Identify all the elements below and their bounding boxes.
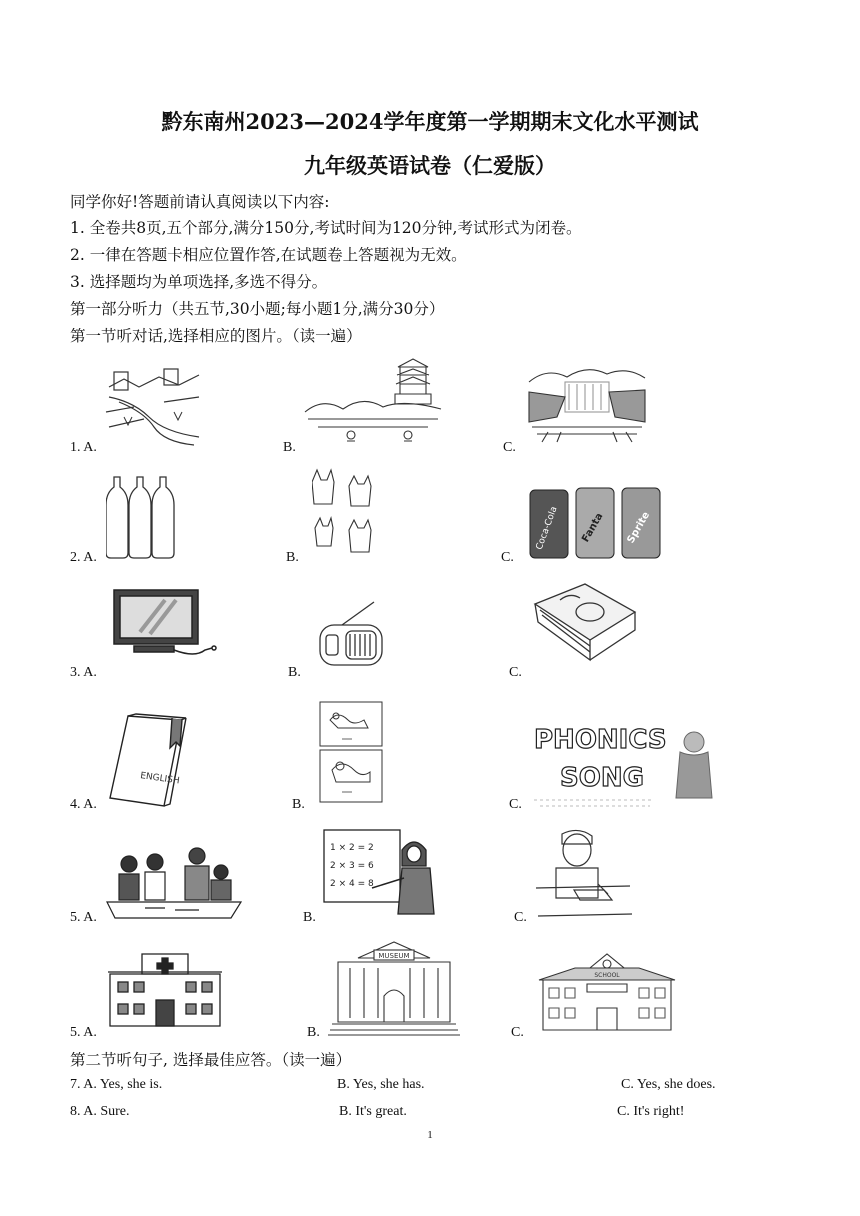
q8-option-c[interactable]: C. It's right! — [617, 1104, 685, 1119]
section-one-heading: 第一节听对话,选择相应的图片。（读一遍） — [70, 327, 362, 345]
q1-option-b-label: B. — [283, 440, 296, 455]
exam-title: 黔东南州2023—2024学年度第一学期期末文化水平测试 — [161, 109, 699, 134]
svg-text:SCHOOL: SCHOOL — [594, 972, 620, 979]
q6-option-c-label: C. — [511, 1025, 524, 1040]
group-discussion-picture[interactable] — [105, 842, 243, 920]
q4-option-c-label: C. — [509, 797, 522, 812]
q5-option-b-label: B. — [303, 910, 316, 925]
intro-text: 同学你好!答题前请认真阅读以下内容: — [70, 193, 330, 211]
svg-text:2 × 3 = 6: 2 × 3 = 6 — [330, 861, 374, 871]
q3-option-a-label: 3. A. — [70, 665, 97, 680]
svg-text:1 × 2 = 2: 1 × 2 = 2 — [330, 843, 374, 853]
svg-text:Fanta: Fanta — [580, 511, 606, 545]
rule-3: 3. 选择题均为单项选择,多选不得分。 — [70, 273, 328, 291]
q1-option-c-label: C. — [503, 440, 516, 455]
svg-text:SONG: SONG — [560, 763, 644, 793]
museum-picture[interactable] — [328, 938, 460, 1036]
q5-option-a-label: 5. A. — [70, 910, 97, 925]
great-wall-picture[interactable] — [104, 357, 204, 447]
svg-text:MUSEUM: MUSEUM — [378, 952, 410, 960]
svg-text:Sprite: Sprite — [625, 510, 653, 546]
q1-option-a-label: 1. A. — [70, 440, 97, 455]
q2-option-b-label: B. — [286, 550, 299, 565]
exam-subtitle: 九年级英语试卷（仁爱版） — [304, 153, 556, 178]
svg-text:ENGLISH: ENGLISH — [139, 771, 181, 787]
hospital-picture[interactable] — [106, 948, 224, 1030]
svg-text:PHONICS: PHONICS — [534, 725, 667, 755]
picture-cards-picture[interactable] — [318, 700, 388, 805]
english-book-picture[interactable] — [106, 712, 188, 808]
bottles-picture[interactable] — [106, 475, 178, 560]
plastic-bags-picture[interactable] — [312, 468, 382, 558]
school-picture[interactable] — [535, 948, 680, 1034]
q3-option-c-label: C. — [509, 665, 522, 680]
svg-text:2 × 4 = 8: 2 × 4 = 8 — [330, 879, 374, 889]
q4-option-a-label: 4. A. — [70, 797, 97, 812]
q2-option-c-label: C. — [501, 550, 514, 565]
radio-picture[interactable] — [312, 600, 392, 670]
q6-option-a-label: 5. A. — [70, 1025, 97, 1040]
pagoda-lake-picture[interactable] — [303, 357, 443, 447]
storybook-picture[interactable] — [530, 582, 640, 664]
rule-1: 1. 全卷共8页,五个部分,满分150分,考试时间为120分钟,考试形式为闭卷。 — [70, 219, 582, 237]
q7-option-b[interactable]: B. Yes, she has. — [337, 1077, 425, 1092]
soda-cans-picture[interactable] — [526, 484, 664, 562]
q7-option-a[interactable]: 7. A. Yes, she is. — [70, 1077, 163, 1092]
television-picture[interactable] — [110, 588, 225, 660]
section-two-heading: 第二节听句子, 选择最佳应答。（读一遍） — [70, 1051, 352, 1069]
q8-option-a[interactable]: 8. A. Sure. — [70, 1104, 130, 1119]
part-one-heading: 第一部分听力（共五节,30小题;每小题1分,满分30分） — [70, 300, 445, 318]
q4-option-b-label: B. — [292, 797, 305, 812]
q3-option-b-label: B. — [288, 665, 301, 680]
q7-option-c[interactable]: C. Yes, she does. — [621, 1077, 716, 1092]
phonics-song-picture[interactable] — [530, 718, 718, 810]
teacher-at-board-picture[interactable] — [322, 828, 442, 916]
q8-option-b[interactable]: B. It's great. — [339, 1104, 407, 1119]
q2-option-a-label: 2. A. — [70, 550, 97, 565]
q5-option-c-label: C. — [514, 910, 527, 925]
page-number: 1 — [427, 1129, 433, 1141]
waterfall-picture[interactable] — [527, 362, 647, 447]
q6-option-b-label: B. — [307, 1025, 320, 1040]
boy-writing-picture[interactable] — [534, 828, 634, 920]
svg-text:Coca-Cola: Coca-Cola — [534, 505, 560, 552]
rule-2: 2. 一律在答题卡相应位置作答,在试题卷上答题视为无效。 — [70, 246, 467, 264]
